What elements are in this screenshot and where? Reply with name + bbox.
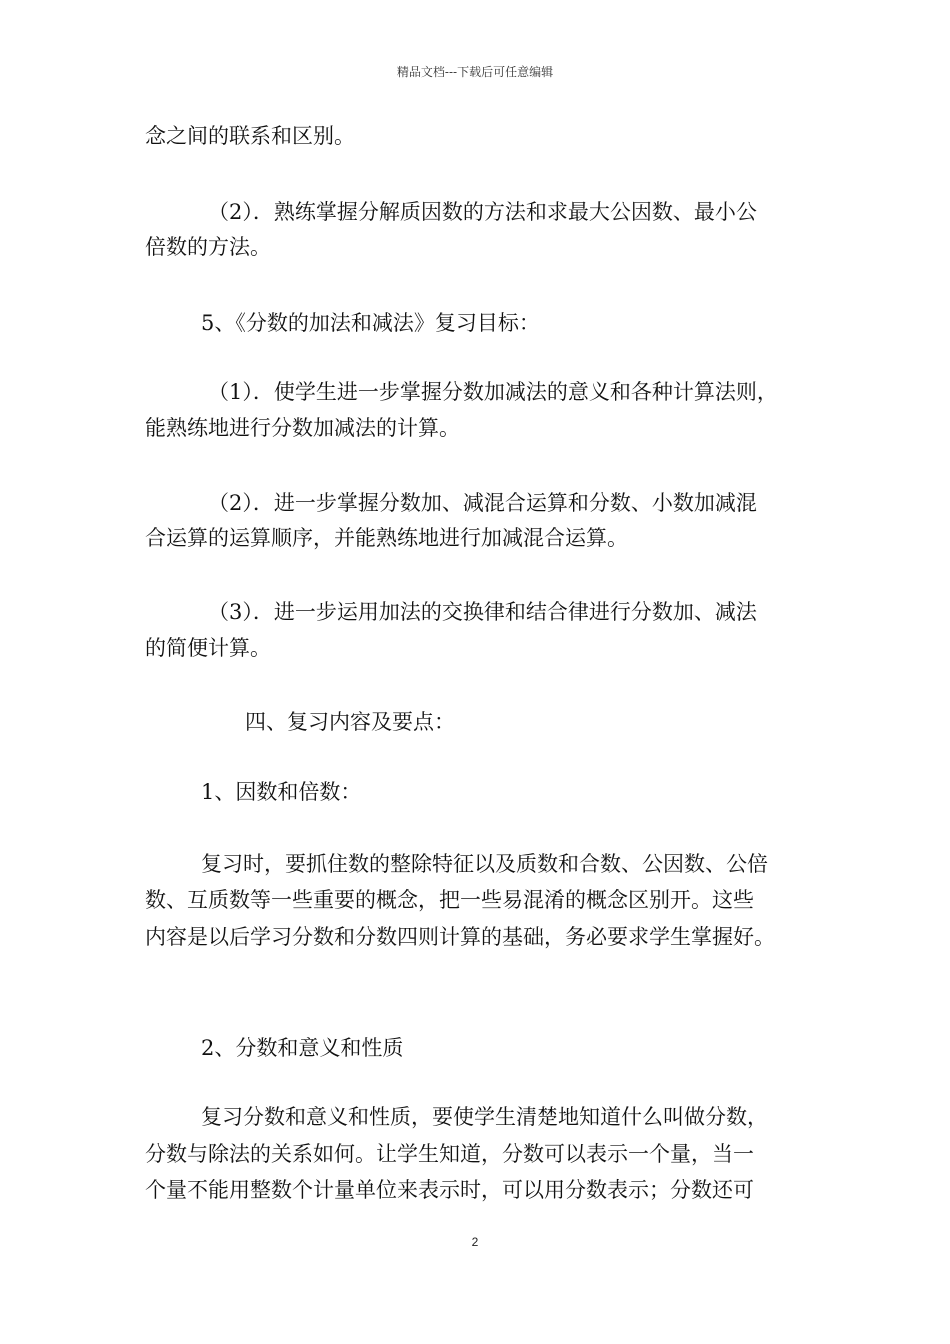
subsection-heading: 2、分数和意义和性质: [201, 1036, 404, 1060]
paragraph-line: 5、《分数的加法和减法》复习目标：: [201, 311, 540, 335]
page-number: 2: [471, 1235, 479, 1249]
paragraph-line: 能熟练地进行分数加减法的计算。: [145, 416, 460, 440]
paragraph-line: 个量不能用整数个计量单位来表示时，可以用分数表示；分数还可: [145, 1178, 754, 1202]
paragraph-line: 合运算的运算顺序，并能熟练地进行加减混合运算。: [145, 526, 628, 550]
paragraph-line: 分数与除法的关系如何。让学生知道，分数可以表示一个量，当一: [145, 1142, 754, 1166]
paragraph-line: 内容是以后学习分数和分数四则计算的基础，务必要求学生掌握好。: [145, 925, 775, 949]
paragraph-line: 倍数的方法。: [145, 235, 271, 259]
paragraph-line: 复习时，要抓住数的整除特征以及质数和合数、公因数、公倍: [201, 852, 768, 876]
paragraph-line: （3）．进一步运用加法的交换律和结合律进行分数加、减法: [208, 600, 757, 624]
paragraph-line: 的简便计算。: [145, 636, 271, 660]
paragraph-line: （2）．熟练掌握分解质因数的方法和求最大公因数、最小公: [208, 200, 757, 224]
page-header: 精品文档---下载后可任意编辑: [396, 65, 554, 79]
paragraph-line: 复习分数和意义和性质，要使学生清楚地知道什么叫做分数，: [201, 1105, 768, 1129]
paragraph-line: 念之间的联系和区别。: [145, 124, 355, 148]
section-heading: 四、复习内容及要点：: [245, 710, 455, 734]
subsection-heading: 1、因数和倍数：: [201, 780, 362, 804]
paragraph-line: （1）．使学生进一步掌握分数加减法的意义和各种计算法则，: [208, 380, 778, 404]
paragraph-line: （2）．进一步掌握分数加、减混合运算和分数、小数加减混: [208, 491, 757, 515]
paragraph-line: 数、互质数等一些重要的概念，把一些易混淆的概念区别开。这些: [145, 888, 754, 912]
